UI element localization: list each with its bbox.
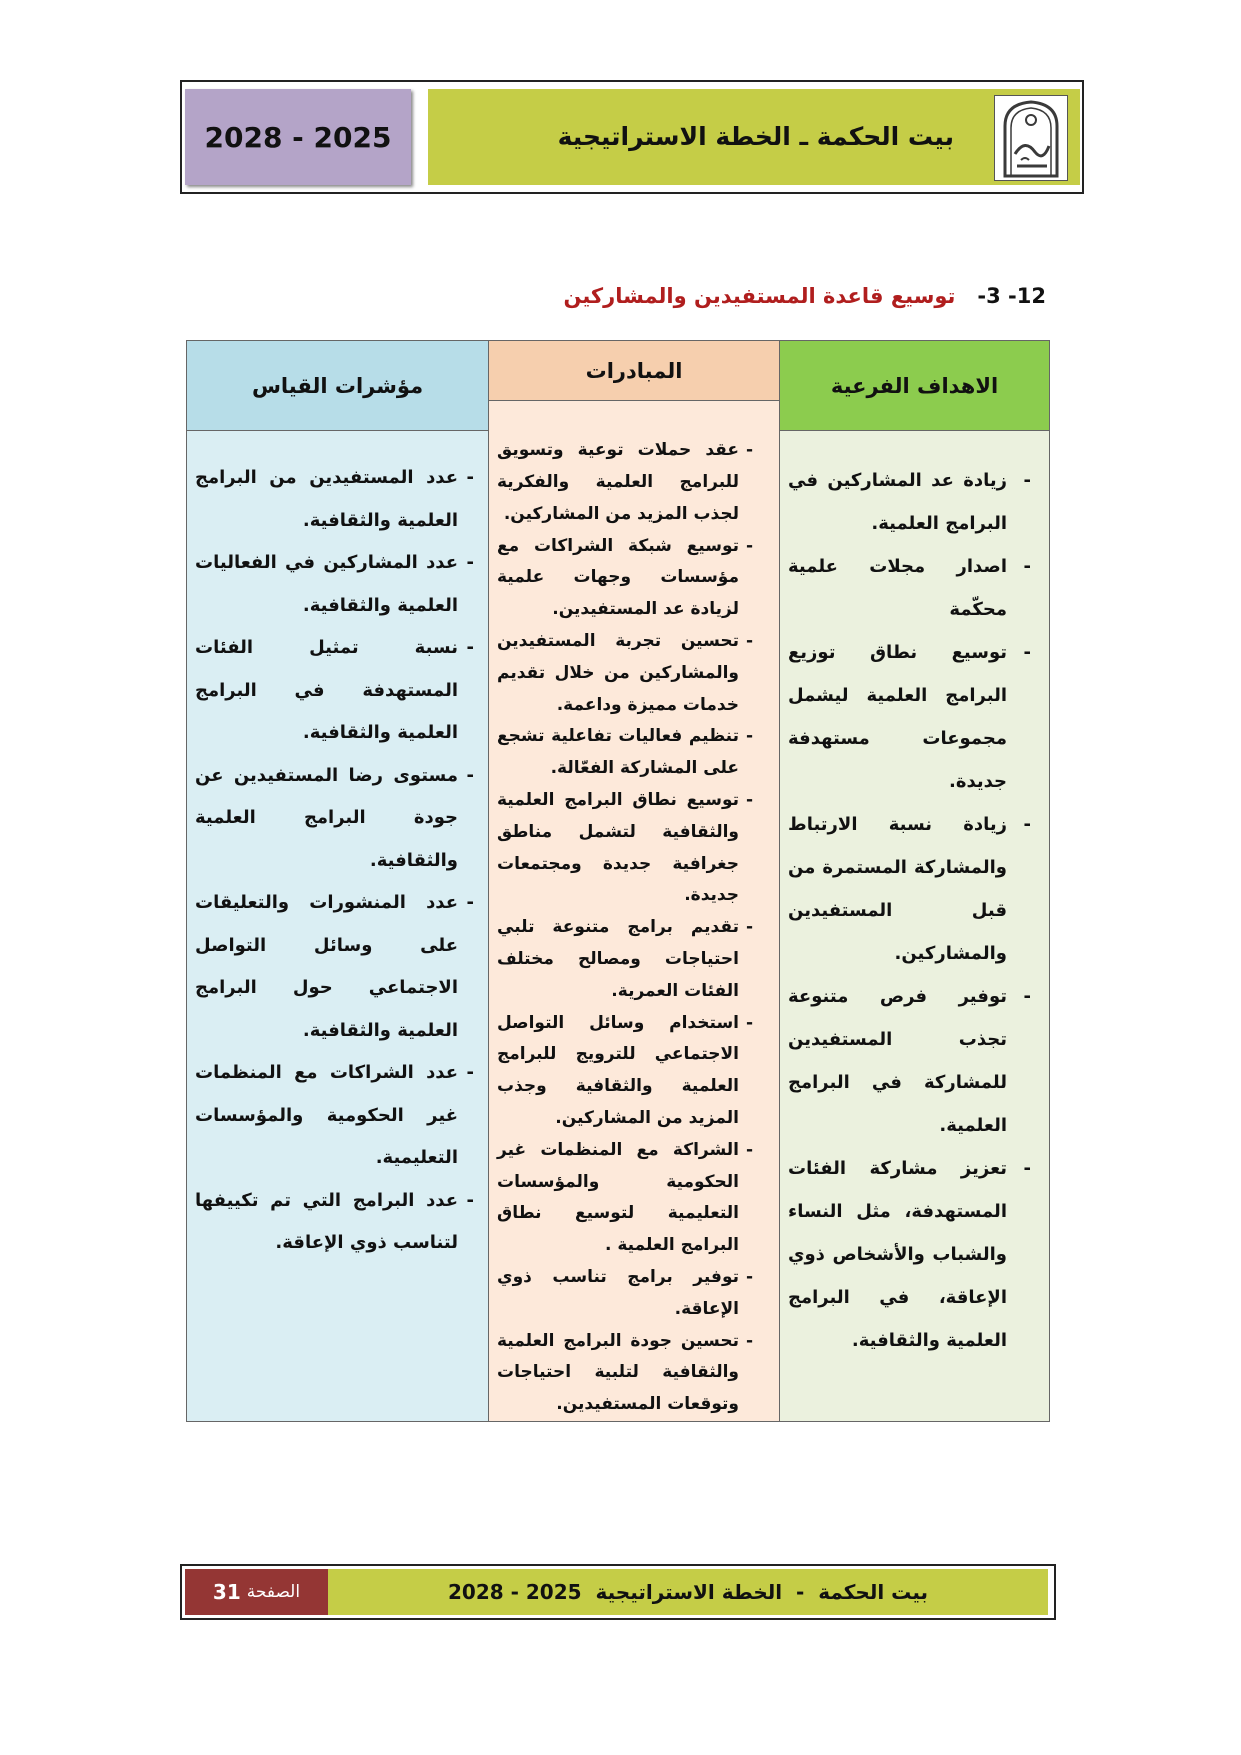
indicator-item: - مستوى رضا المستفيدين عن جودة البرامج العلمية والثقافية. [195, 755, 474, 883]
initiative-item: - تحسين تجربة المستفيدين والمشاركين من خلال تقديم خدمات مميزة وداعمة. [497, 626, 753, 721]
goal-item: - زيادة عد المشاركين في البرامج العلمية. [788, 459, 1035, 545]
goal-item: - اصدار مجلات علمية محكّمة [788, 545, 1035, 631]
section-title: توسيع قاعدة المستفيدين والمشاركين [563, 284, 956, 308]
goal-item: - توسيع نطاق توزيع البرامج العلمية ليشمل مجموعات مستهدفة جديدة. [788, 631, 1035, 803]
footer-title: بيت الحكمة - الخطة الاستراتيجية 2025 - 2028 [447, 1580, 929, 1604]
goal-item: - توفير فرص متنوعة تجذب المستفيدين للمشاركة في البرامج العلمية. [788, 975, 1035, 1147]
indicators-header: مؤشرات القياس [187, 341, 488, 431]
initiative-item: - عقد حملات توعية وتسويق للبرامج العلمية والفكرية لجذب المزيد من المشاركين. [497, 435, 753, 530]
initiative-item: - تحسين جودة البرامج العلمية والثقافية لتلبية احتياجات وتوقعات المستفيدين. [497, 1326, 753, 1421]
page-number-badge [185, 1569, 328, 1615]
strategy-table [186, 340, 1050, 1422]
page-number: 31 [212, 1580, 241, 1604]
initiative-item: - توسيع شبكة الشراكات مع مؤسسات وجهات علمية لزيادة عد المستفيدين. [497, 531, 753, 626]
header-years: 2028 - 2025 [185, 89, 411, 185]
bayt-al-hikma-logo-icon [994, 95, 1068, 181]
initiative-item: - استخدام وسائل التواصل الاجتماعي للترويج للبرامج العلمية والثقافية وجذب المزيد من المشاركين. [497, 1008, 753, 1135]
initiative-item: - توسيع نطاق البرامج العلمية والثقافية لتشمل مناطق جغرافية جديدة ومجتمعات جديدة. [497, 785, 753, 912]
goals-column [780, 341, 1049, 1421]
initiative-item: - تقديم برامج متنوعة تلبي احتياجات ومصالح مختلف الفئات العمرية. [497, 912, 753, 1007]
goal-item: - تعزيز مشاركة الفئات المستهدفة، مثل النساء والشباب والأشخاص ذوي الإعاقة، في البرامج العلمية والثقافية. [788, 1147, 1035, 1362]
footer-title-bar [328, 1569, 1048, 1615]
header-title: بيت الحكمة ـ الخطة الاستراتيجية [557, 122, 954, 151]
initiatives-column [489, 341, 780, 1421]
indicator-item: - عدد المستفيدين من البرامج العلمية والثقافية. [195, 457, 474, 542]
indicator-item: - عدد البرامج التي تم تكييفها لتناسب ذوي الإعاقة. [195, 1180, 474, 1265]
initiative-item: - الشراكة مع المنظمات غير الحكومية والمؤسسات التعليمية لتوسيع نطاق البرامج العلمية . [497, 1135, 753, 1262]
initiative-item: - توفير برامج تناسب ذوي الإعاقة. [497, 1262, 753, 1326]
page-header [180, 80, 1084, 194]
page-footer [180, 1564, 1056, 1620]
indicators-column [187, 341, 489, 1421]
initiative-item: - تنظيم فعاليات تفاعلية تشجع على المشاركة الفعّالة. [497, 721, 753, 785]
section-number: 12- 3- [977, 284, 1046, 308]
header-title-bar [428, 89, 1080, 185]
page-label: الصفحة [246, 1582, 301, 1602]
indicator-item: - عدد الشراكات مع المنظمات غير الحكومية والمؤسسات التعليمية. [195, 1052, 474, 1180]
indicator-item: - عدد المنشورات والتعليقات على وسائل التواصل الاجتماعي حول البرامج العلمية والثقافية. [195, 882, 474, 1052]
section-heading [563, 284, 1046, 308]
initiatives-header: المبادرات [489, 341, 779, 401]
goal-item: - زيادة نسبة الارتباط والمشاركة المستمرة من قبل المستفيدين والمشاركين. [788, 803, 1035, 975]
indicator-item: - عدد المشاركين في الفعاليات العلمية والثقافية. [195, 542, 474, 627]
goals-header: الاهداف الفرعية [780, 341, 1049, 431]
indicator-item: - نسبة تمثيل الفئات المستهدفة في البرامج العلمية والثقافية. [195, 627, 474, 755]
